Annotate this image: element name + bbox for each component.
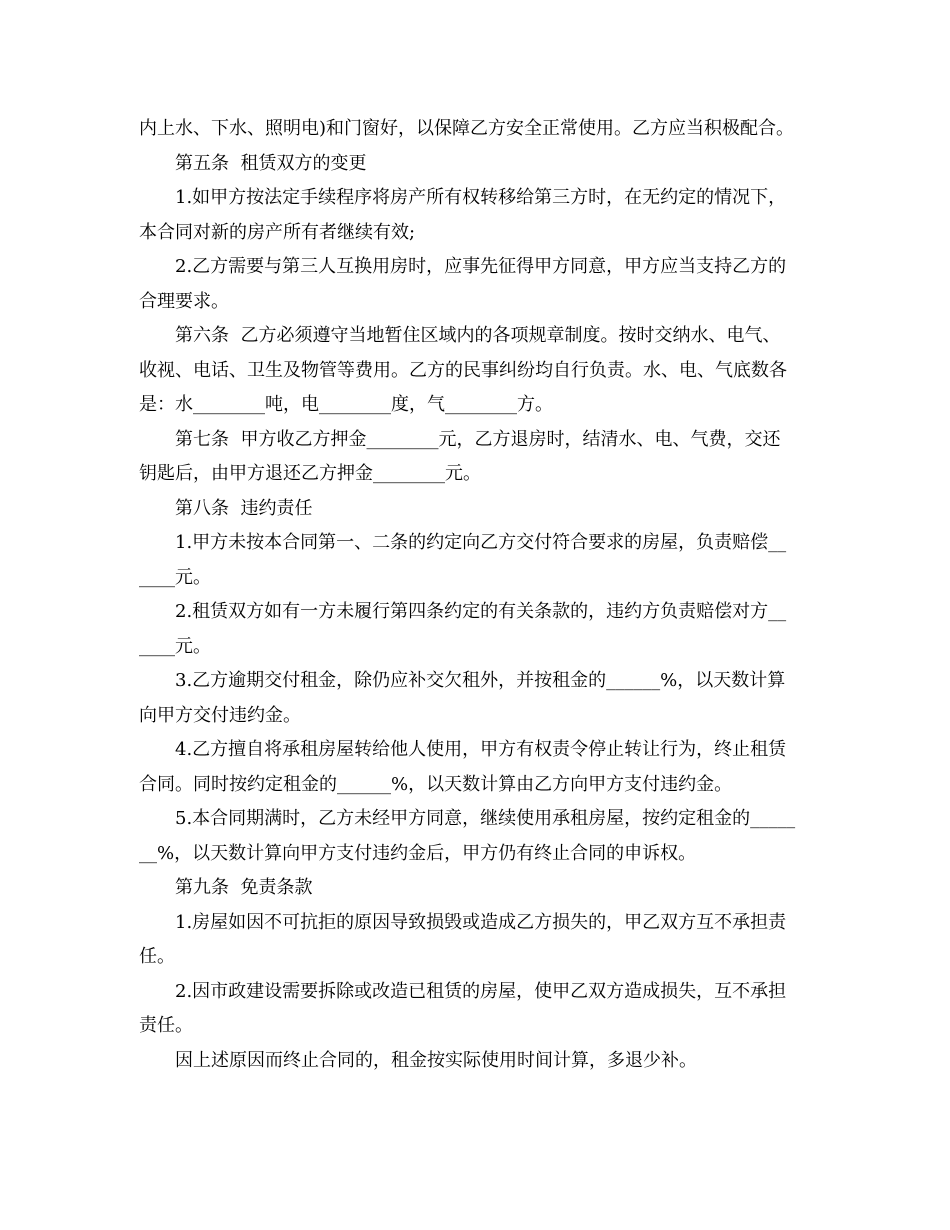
document-line: __%，以天数计算向甲方支付违约金后，甲方仍有终止合同的申诉权。 <box>139 842 697 864</box>
document-line: 是：水________吨，电________度，气________方。 <box>139 394 553 415</box>
contract-body <box>139 112 819 1078</box>
document-line: 向甲方交付违约金。 <box>139 704 301 726</box>
document-line: 1.房屋如因不可抗拒的原因导致损毁或造成乙方损失的，甲乙双方互不承担责 <box>175 911 787 933</box>
document-line: 1.如甲方按法定手续程序将房产所有权转移给第三方时，在无约定的情况下， <box>175 187 787 208</box>
document-line: 第八条 违约责任 <box>175 497 313 519</box>
document-line: 第九条 免责条款 <box>175 877 313 898</box>
document-line: 合理要求。 <box>139 290 229 312</box>
document-line: 责任。 <box>139 1015 193 1036</box>
document-line: ____元。 <box>139 566 211 588</box>
document-line: 本合同对新的房产所有者继续有效; <box>139 221 416 243</box>
document-line: 钥匙后，由甲方退还乙方押金________元。 <box>139 463 481 484</box>
document-line: 3.乙方逾期交付租金，除仍应补交欠租外，并按租金的______%，以天数计算 <box>175 670 786 691</box>
document-line: 因上述原因而终止合同的，租金按实际使用时间计算，多退少补。 <box>175 1049 697 1071</box>
document-line: 第五条 租赁双方的变更 <box>175 152 367 174</box>
document-line: 第六条 乙方必须遵守当地暂住区域内的各项规章制度。按时交纳水、电气、 <box>175 325 781 346</box>
document-line: 收视、电话、卫生及物管等费用。乙方的民事纠纷均自行负责。水、电、气底数各 <box>139 359 787 381</box>
document-line: 合同。同时按约定租金的______%，以天数计算由乙方向甲方支付违约金。 <box>139 773 733 795</box>
document-line: 4.乙方擅自将承租房屋转给他人使用，甲方有权责令停止转让行为，终止租赁 <box>175 739 787 760</box>
document-line: 内上水、下水、照明电)和门窗好，以保障乙方安全正常使用。乙方应当积极配合。 <box>139 118 795 139</box>
document-line: 第七条 甲方收乙方押金________元，乙方退房时，结清水、电、气费，交还 <box>175 428 781 450</box>
document-line: 5.本合同期满时，乙方未经甲方同意，继续使用承租房屋，按约定租金的_____ <box>175 808 796 829</box>
document-line: ____元。 <box>139 635 211 657</box>
document-line: 2.租赁双方如有一方未履行第四条约定的有关条款的，违约方负责赔偿对方__ <box>175 601 787 622</box>
document-line: 2.乙方需要与第三人互换用房时，应事先征得甲方同意，甲方应当支持乙方的 <box>175 256 787 277</box>
document-line: 2.因市政建设需要拆除或改造已租赁的房屋，使甲乙双方造成损失，互不承担 <box>175 980 787 1002</box>
document-line: 1.甲方未按本合同第一、二条的约定向乙方交付符合要求的房屋，负责赔偿__ <box>175 532 787 553</box>
document-line: 任。 <box>139 946 175 967</box>
